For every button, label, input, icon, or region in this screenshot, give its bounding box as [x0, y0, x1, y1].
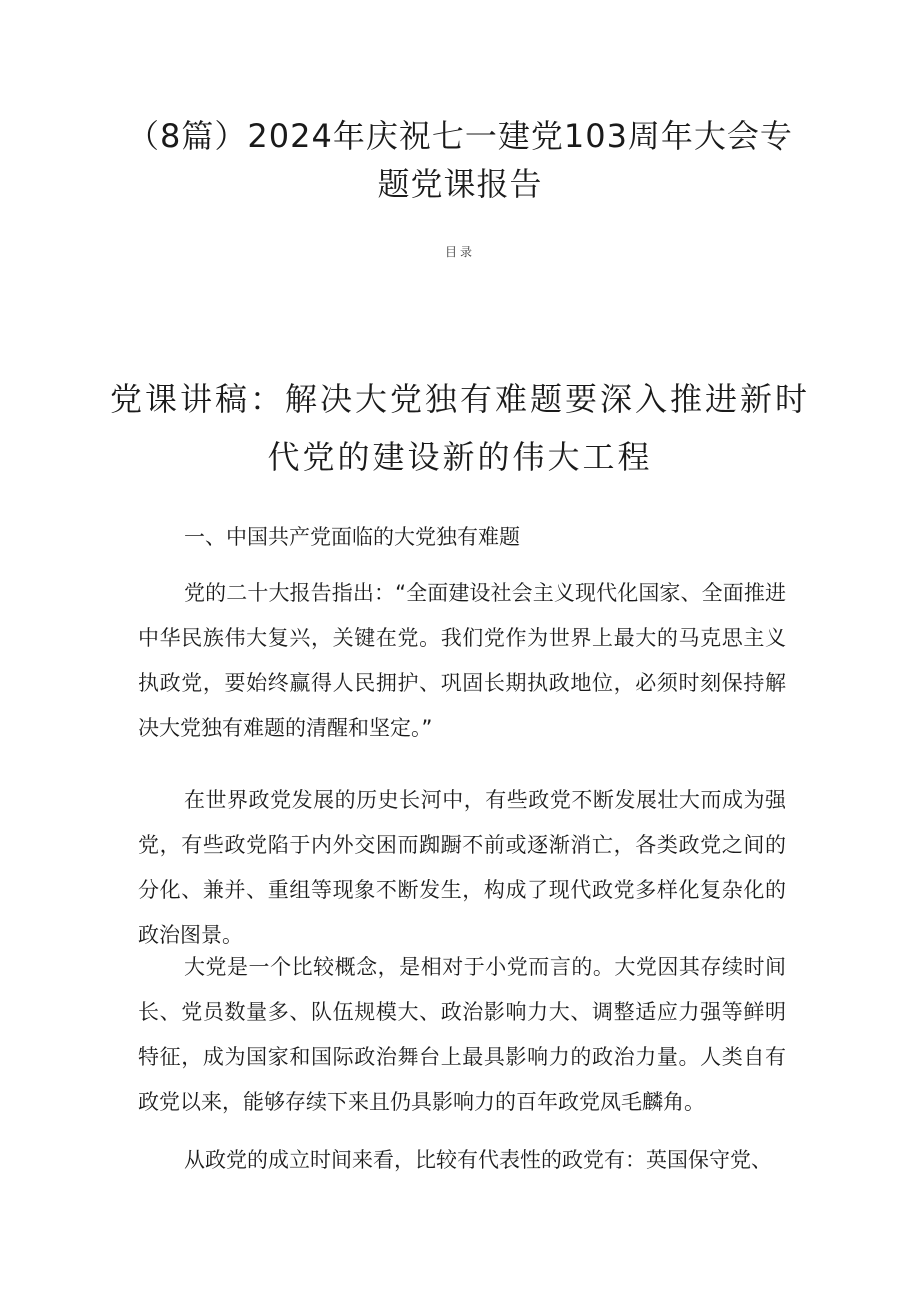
- table-of-contents-label: 目录: [444, 245, 475, 259]
- paragraph: 从政党的成立时间来看，比较有代表性的政党有：英国保守党、: [184, 1148, 772, 1172]
- lecture-title: 党课讲稿：解决大党独有难题要深入推进新时代党的建设新的伟大工程: [109, 380, 810, 476]
- paragraph: 在世界政党发展的历史长河中，有些政党不断发展壮大而成为强党，有些政党陷于内外交困而踟蹰不前或逐渐消亡，各类政党之间的分化、兼并、重组等现象不断发生，构成了现代政党多样化复杂化的政治图景。: [138, 788, 786, 947]
- paragraph: 大党是一个比较概念，是相对于小党而言的。大党因其存续时间长、党员数量多、队伍规模大、政治影响力大、调整适应力强等鲜明特征，成为国家和国际政治舞台上最具影响力的政治力量。人类自有政党以来，能够存续下来且仍具影响力的百年政党凤毛麟角。: [138, 955, 786, 1114]
- section-heading: 一、中国共产党面临的大党独有难题: [184, 525, 520, 549]
- paragraph: 党的二十大报告指出：“全面建设社会主义现代化国家、全面推进中华民族伟大复兴，关键在党。我们党作为世界上最大的马克思主义执政党，要始终赢得人民拥护、巩固长期执政地位，必须时刻保持解决大党独有难题的清醒和坚定。”: [138, 581, 786, 740]
- document-title: （8篇）2024年庆祝七一建党103周年大会专题党课报告: [127, 117, 793, 203]
